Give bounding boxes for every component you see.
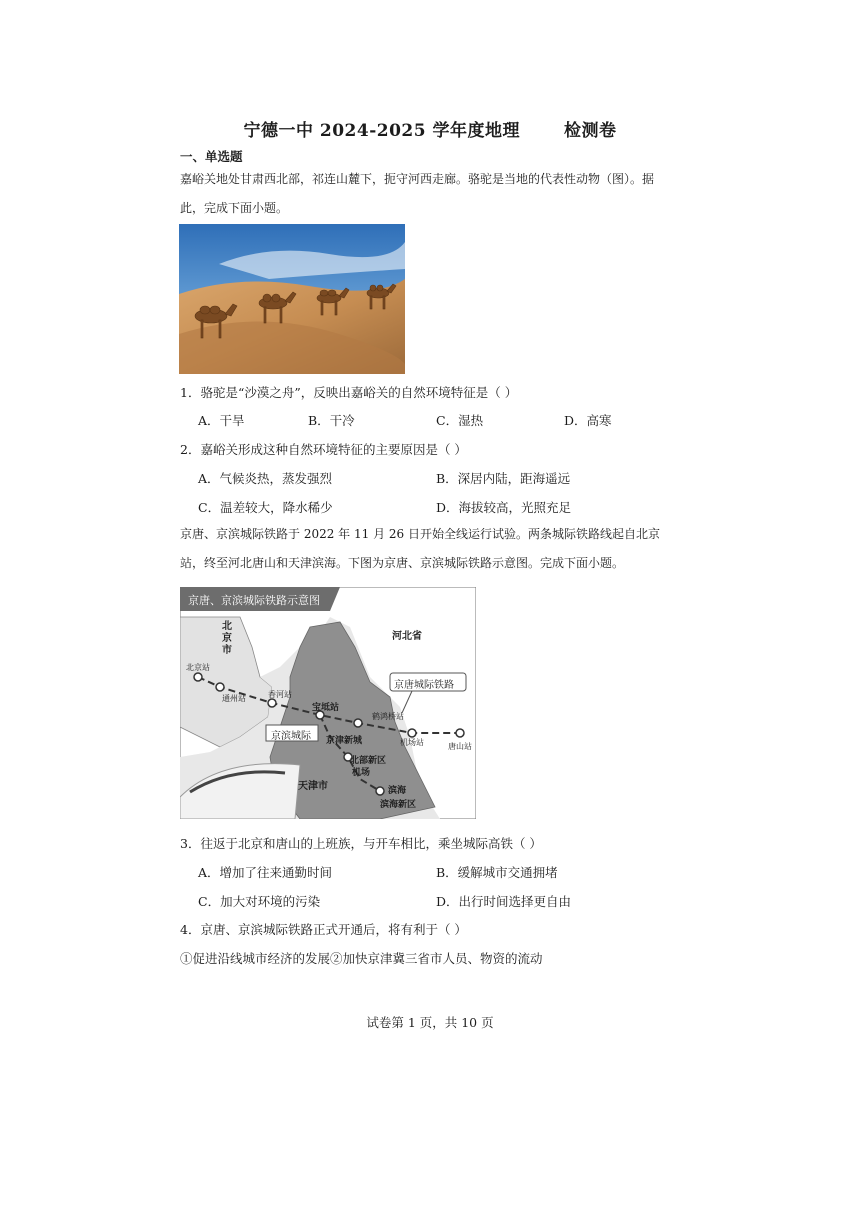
map-label-jingbin-line: 京滨城际 (271, 731, 311, 742)
map-label-beijing: 北 京 市 (222, 621, 232, 656)
q1-option-b: B．干冷 (308, 413, 355, 428)
station-beibuxinqu-airport: 机场 (352, 768, 371, 778)
station-jingjinxincheng: 京津新城 (326, 736, 363, 746)
page-footer: 试卷第 1 页，共 10 页 (366, 1015, 494, 1030)
q1-option-c: C．湿热 (436, 413, 484, 428)
title-main: 宁德一中 2024-2025 学年度地理 (243, 121, 521, 141)
map-label-jingtang-line: 京唐城际铁路 (394, 680, 454, 691)
station-heshuqiao: 鹤鸿桥站 (372, 712, 404, 721)
station-binhaixinqu: 滨海新区 (380, 800, 417, 810)
railway-map (180, 587, 476, 819)
station-beijing: 北京站 (186, 663, 210, 672)
q3-option-c: C．加大对环境的污染 (198, 894, 321, 909)
q2-option-d: D．海拔较高，光照充足 (436, 500, 572, 515)
section-heading: 一、单选题 (180, 149, 243, 164)
camel-photo (179, 224, 405, 374)
page-title (0, 116, 860, 141)
question-2-stem: 2．嘉峪关形成这种自然环境特征的主要原因是（ ） (180, 442, 467, 457)
q2-option-c: C．温差较大，降水稀少 (198, 500, 333, 515)
map-label-tianjin: 天津市 (298, 781, 328, 792)
q2-option-b: B．深居内陆，距海遥远 (436, 471, 571, 486)
station-xianghe: 香河站 (268, 690, 292, 699)
q3-option-d: D．出行时间选择更自由 (436, 894, 572, 909)
station-jichang: 机场站 (400, 738, 424, 747)
q3-option-a: A．增加了往来通勤时间 (198, 865, 333, 880)
intro1-line1: 嘉峪关地处甘肃西北部，祁连山麓下，扼守河西走廊。骆驼是当地的代表性动物（图）。据 (180, 172, 655, 186)
question-4-stem: 4．京唐、京滨城际铁路正式开通后，将有利于（ ） (180, 922, 467, 937)
intro2-line2: 站，终至河北唐山和天津滨海。下图为京唐、京滨城际铁路示意图。完成下面小题。 (180, 556, 625, 570)
question-1-stem: 1．骆驼是“沙漠之舟”，反映出嘉峪关的自然环境特征是（ ） (180, 385, 518, 400)
question-3-stem: 3．往返于北京和唐山的上班族，与开车相比，乘坐城际高铁（ ） (180, 836, 542, 851)
station-binhai: 滨海 (388, 786, 407, 796)
intro1-line2: 此，完成下面小题。 (180, 201, 289, 215)
station-tangshan: 唐山站 (448, 742, 472, 751)
intro-paragraph-1 (180, 165, 700, 223)
q1-option-d: D．高寒 (564, 413, 612, 428)
intro2-line1: 京唐、京滨城际铁路于 2022 年 11 月 26 日开始全线运行试验。两条城际铁路线起自北京 (180, 527, 660, 541)
q3-option-b: B．缓解城市交通拥堵 (436, 865, 558, 880)
title-suffix: 检测卷 (564, 121, 617, 141)
station-tongzhou: 通州站 (222, 694, 246, 703)
intro-paragraph-2 (180, 520, 700, 578)
q1-option-a: A．干旱 (198, 413, 245, 428)
station-baodi: 宝坻站 (312, 703, 340, 713)
question-4-statement: ①促进沿线城市经济的发展②加快京津冀三省市人员、物资的流动 (180, 951, 543, 966)
map-title: 京唐、京滨城际铁路示意图 (188, 594, 320, 607)
map-label-hebei: 河北省 (392, 631, 422, 642)
q2-option-a: A．气候炎热，蒸发强烈 (198, 471, 333, 486)
station-beibuxinqu: 北部新区 (350, 756, 387, 766)
